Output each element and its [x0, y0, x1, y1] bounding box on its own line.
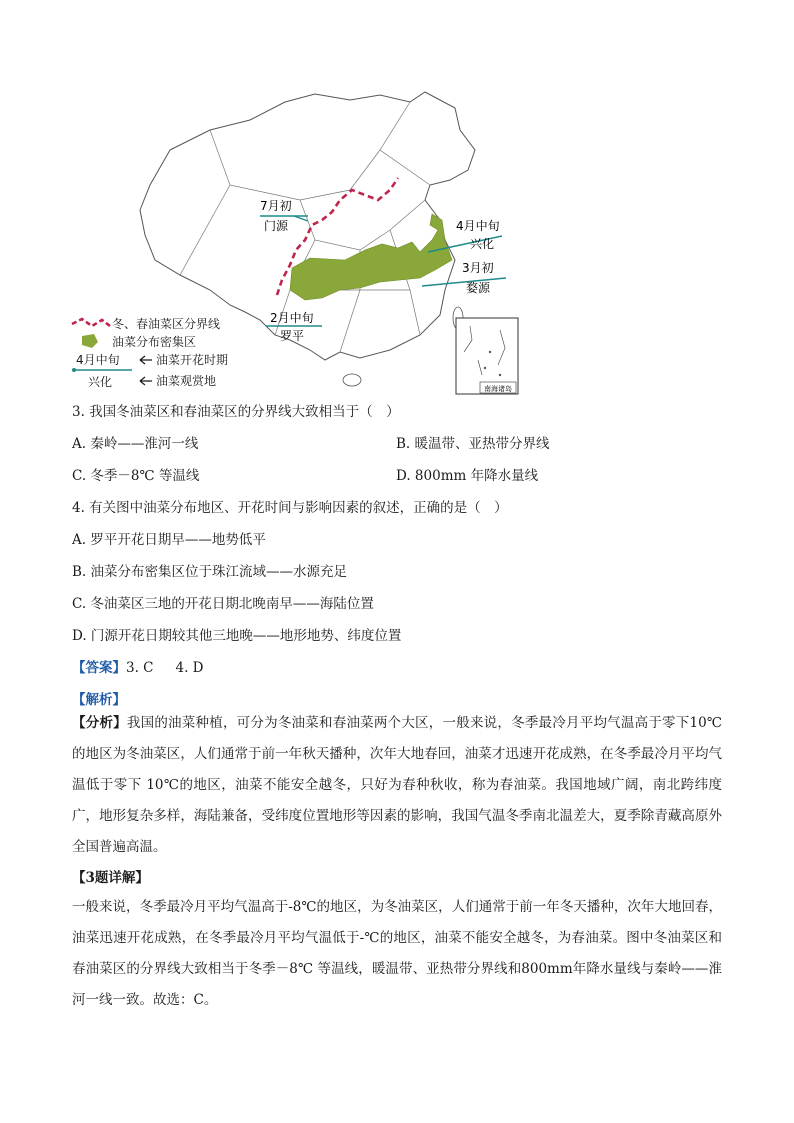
- q3-option-b: B. 暖温带、亚热带分界线: [396, 436, 550, 452]
- q4-option-c: C. 冬油菜区三地的开花日期北晚南早——海陆位置: [72, 596, 374, 612]
- fenxi-text: 我国的油菜种植，可分为冬油菜和春油菜两个大区，一般来说，冬季最冷月平均气温高于零下10℃的地区为冬油菜区，人们通常于前一年秋天播种，次年大地春回，油菜才迅速开花成熟，在冬季最冷月平均气温低于零下 10℃的地区，油菜不能安全越冬，只好为春种秋收，称为春油菜。我国地域广阔，南北跨纬度广，地形复杂多样，海陆兼备，受纬度位置地形等因素的影响，我国气温冬季南北温差大，夏季除青藏高原外全国普遍高温。: [72, 715, 722, 855]
- answer-line: [72, 656, 226, 676]
- q3-option-a: A. 秦岭——淮河一线: [72, 436, 199, 452]
- q4-stem: 4. 有关图中油菜分布地区、开花时间与影响因素的叙述，正确的是（ ）: [72, 500, 508, 516]
- svg-text:7月初: 7月初: [260, 199, 292, 213]
- q3-detail-label: 【3题详解】: [72, 870, 149, 886]
- svg-text:门源: 门源: [264, 219, 289, 233]
- q4-option-b: B. 油菜分布密集区位于珠江流域——水源充足: [72, 564, 348, 580]
- analysis-label: 【解析】: [72, 692, 126, 708]
- legend-boundary: 冬、春油菜区分界线: [112, 317, 221, 331]
- legend-place-desc: 油菜观赏地: [156, 374, 217, 388]
- q3-stem: 3. 我国冬油菜区和春油菜区的分界线大致相当于（ ）: [72, 404, 400, 420]
- answer-q3: 3. C: [126, 660, 154, 676]
- legend-dense-area: 油菜分布密集区: [112, 335, 197, 349]
- hainan-island: [343, 374, 361, 386]
- legend-sample-place: 兴化: [88, 375, 113, 389]
- legend-time-desc: 油菜开花时期: [156, 353, 229, 367]
- legend-sample-time: 4月中旬: [76, 353, 120, 367]
- svg-text:3月初: 3月初: [462, 261, 494, 275]
- q3-detail-paragraph: 一般来说，冬季最冷月平均气温高于-8℃的地区，为冬油菜区，人们通常于前一年冬天播种，次年大地回春，油菜迅速开花成熟，在冬季最冷月平均气温低于-℃的地区，油菜不能安全越冬，为春油菜。图中冬油菜区和春油菜区的分界线大致相当于冬季－8℃ 等温线，暖温带、亚热带分界线和800mm年降水量线与秦岭——淮河一线一致。故选：C。: [72, 899, 722, 1008]
- answer-label: 【答案】: [72, 660, 126, 676]
- inset-label: 南海诸岛: [484, 385, 512, 393]
- svg-text:婺源: 婺源: [466, 281, 491, 295]
- q4-option-a: A. 罗平开花日期早——地势低平: [72, 532, 266, 548]
- fenxi-label: 【分析】: [72, 715, 127, 731]
- q4-option-d: D. 门源开花日期较其他三地晚——地形地势、纬度位置: [72, 628, 402, 644]
- answer-q4: 4. D: [175, 660, 204, 676]
- svg-text:2月中旬: 2月中旬: [270, 311, 314, 325]
- q3-option-c: C. 冬季－8℃ 等温线: [72, 468, 200, 484]
- svg-text:4月中旬: 4月中旬: [456, 219, 500, 233]
- legend: [72, 316, 228, 389]
- q3-option-d: D. 800mm 年降水量线: [396, 468, 539, 484]
- south-china-sea-inset: [456, 318, 518, 394]
- svg-text:罗平: 罗平: [280, 329, 305, 343]
- analysis-paragraph: [72, 708, 722, 863]
- china-rapeseed-map: [60, 90, 540, 400]
- svg-text:兴化: 兴化: [470, 237, 495, 251]
